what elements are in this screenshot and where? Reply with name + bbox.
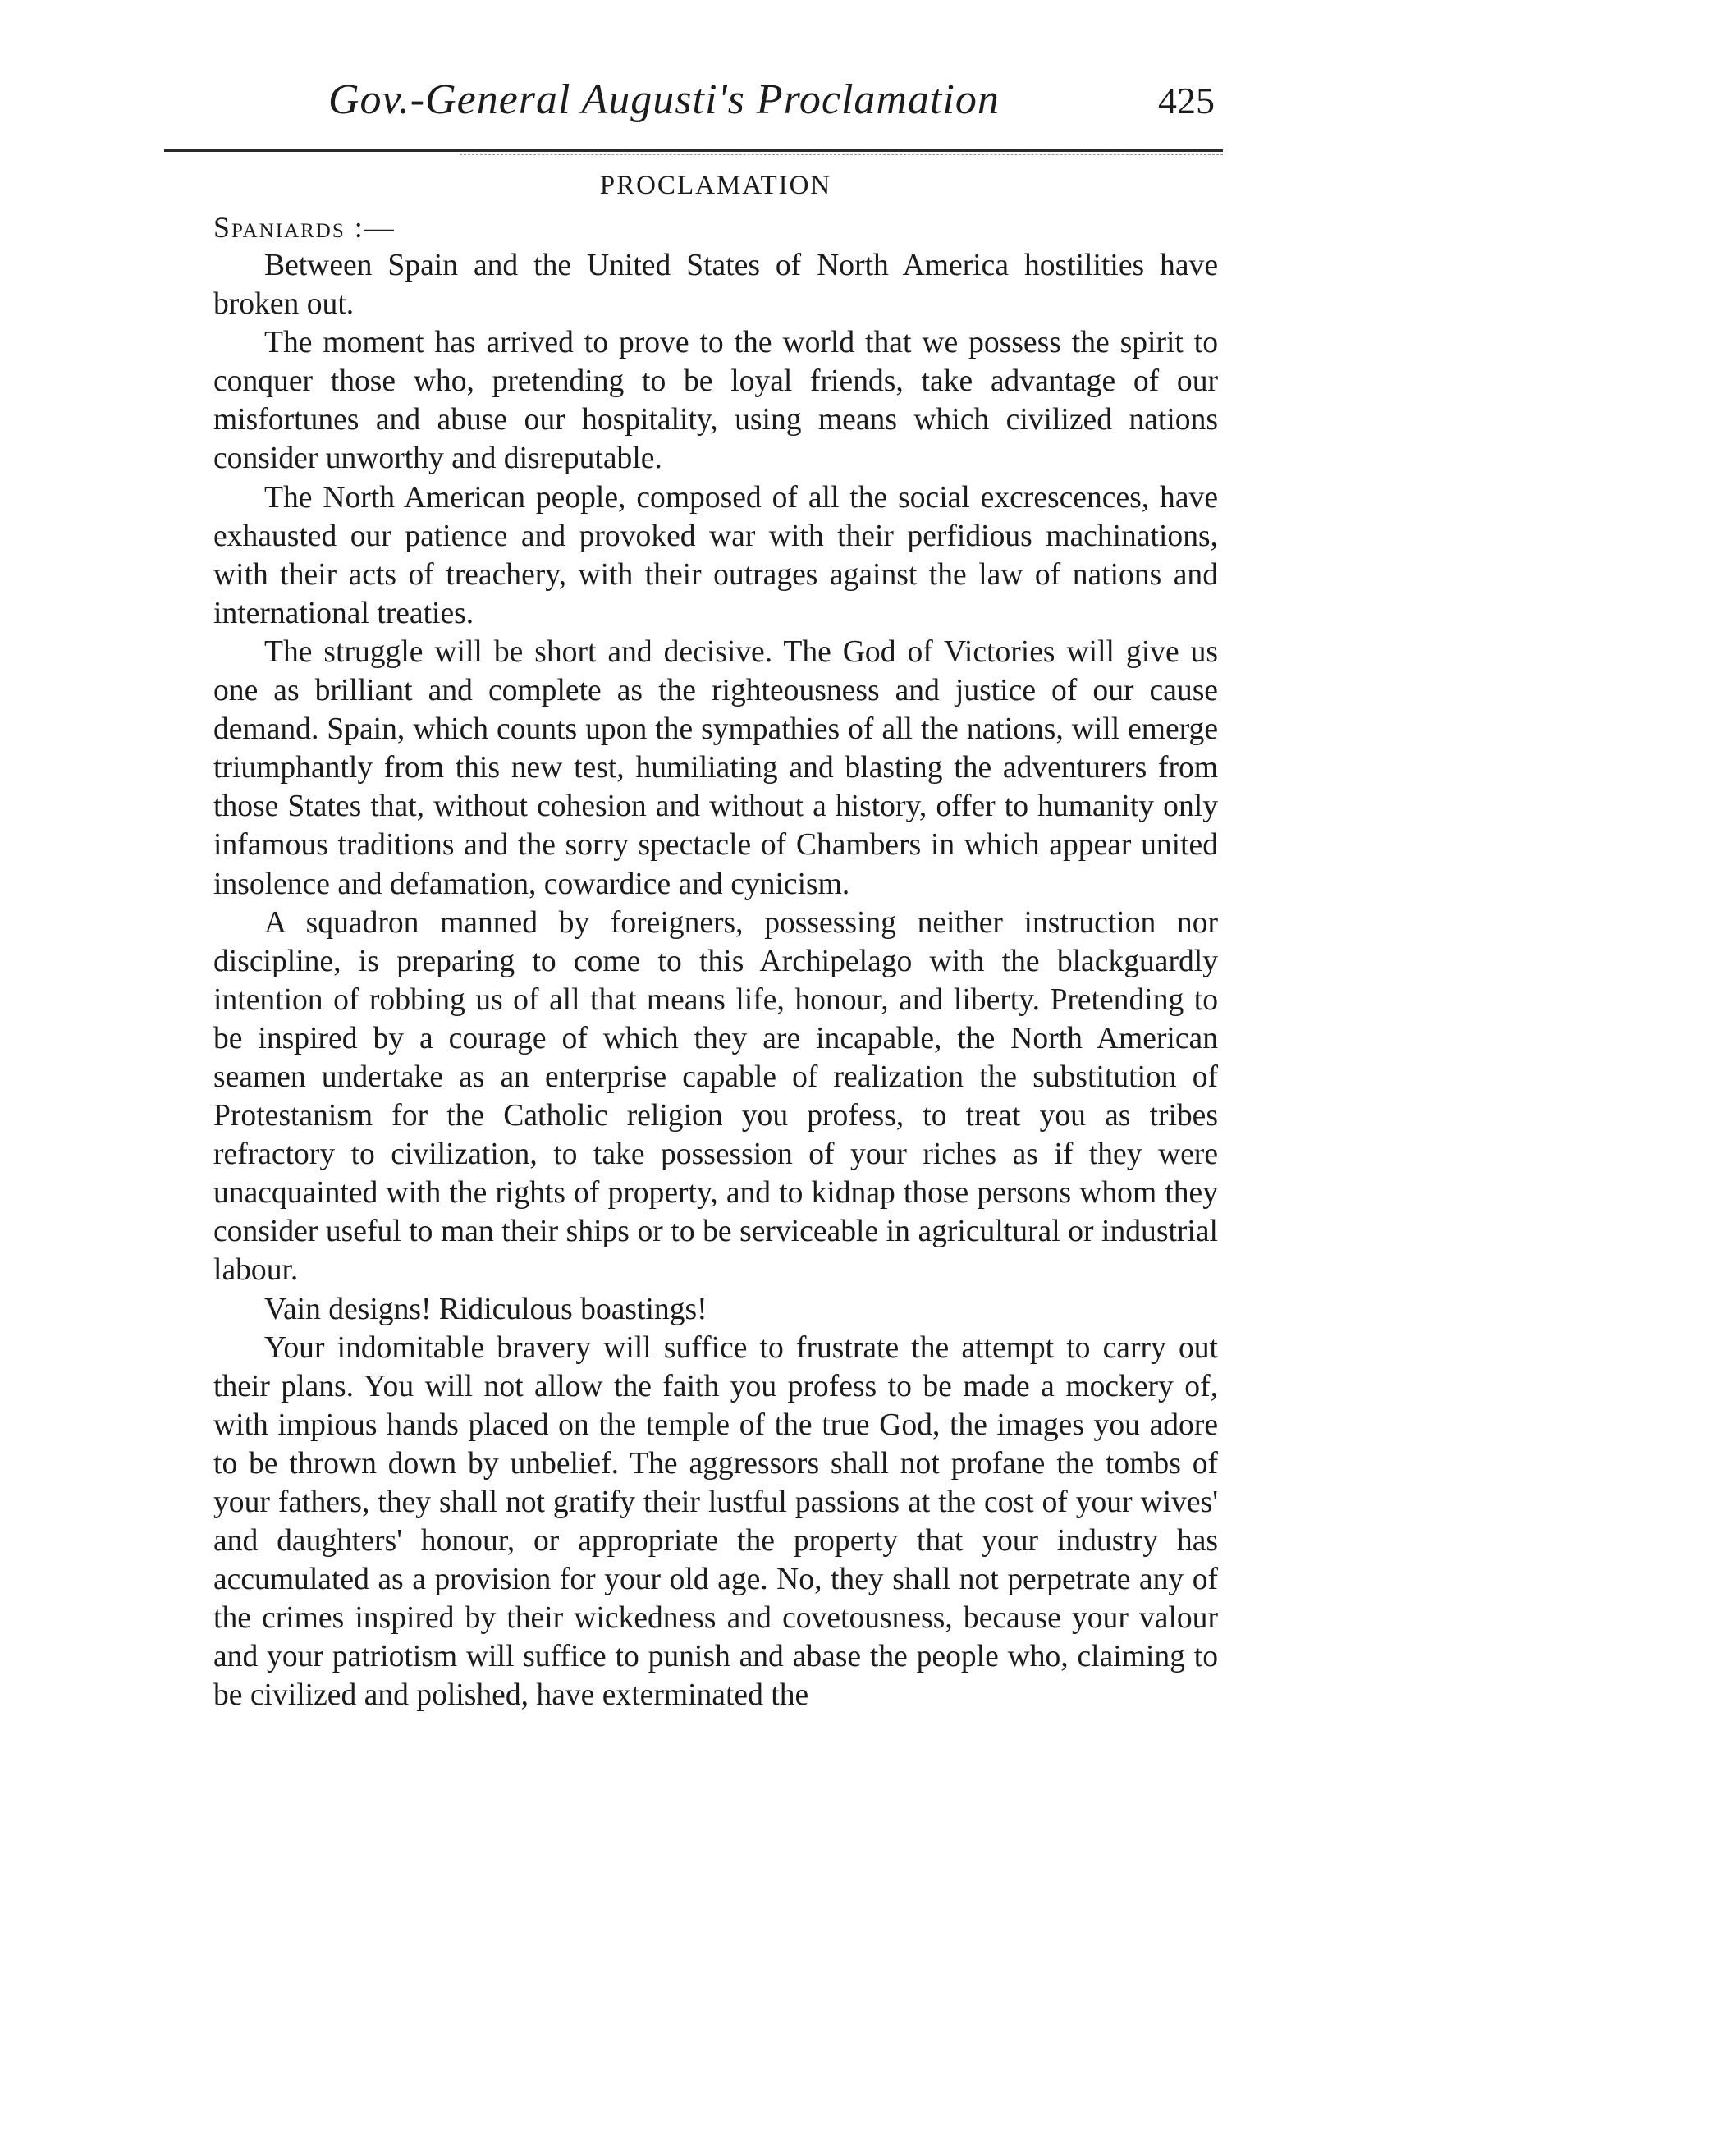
paragraph: The North American people, composed of all the social excrescences, have exhausted our patience and provoked war with their perfidious machinations, with their acts of treachery, with their outrages against the law of nations and international treaties. [213, 480, 1218, 630]
paragraph: Your indomitable bravery will suffice to frustrate the attempt to carry out their plans. You will not allow the faith you profess to be made a mockery of, with impious hands placed on the temple of the true God, the images you adore to be thrown down by unbelief. The aggressors shall not profane the tombs of your fathers, they shall not gratify their lustful passions at the cost of your wives' and daughters' honour, or appropriate the property that your industry has accumulated as a provision for your old age. No, they shall not perpetrate any of the crimes inspired by their wickedness and covetousness, because your valour and your patriotism will suffice to punish and abase the people who, claiming to be civilized and polished, have exterminated the [213, 1330, 1218, 1713]
running-head [213, 76, 1215, 141]
header-rule [164, 149, 1223, 152]
paragraph: Vain designs! Ridiculous boastings! [264, 1292, 707, 1326]
salutation: Spaniards :— [213, 211, 396, 244]
section-heading: PROCLAMATION [599, 171, 832, 200]
paragraph: Between Spain and the United States of North America hostilities have broken out. [213, 249, 1218, 322]
running-title: Gov.-General Augusti's Proclamation [328, 76, 1000, 123]
paragraph: The struggle will be short and decisive. The God of Victories will give us one as brilliant and complete as the righteousness and justice of our cause demand. Spain, which counts upon the sympathies of all the nations, will emerge triumphantly from this new test, humiliating and blasting the adventurers from those States that, without cohesion and without a history, offer to humanity only infamous traditions and the sorry spectacle of Chambers in which appear united insolence and defamation, cowardice and cynicism. [213, 634, 1218, 901]
paragraph: The moment has arrived to prove to the world that we possess the spirit to conquer those who, pretending to be loyal friends, take advantage of our misfortunes and abuse our hospitality, using means which civilized nations consider unworthy and disreputable. [213, 326, 1218, 476]
header-rule-shadow [460, 154, 1223, 155]
proclamation-body [213, 246, 1218, 1715]
page-number: 425 [1158, 80, 1215, 121]
paragraph: A squadron manned by foreigners, possessing neither instruction nor discipline, is preparing to come to this Archipelago with the blackguardly intention of robbing us of all that means life, honour, and liberty. Pretending to be inspired by a courage of which they are incapable, the North American seamen undertake as an enterprise capable of realization the substitution of Protestanism for the Catholic religion you profess, to treat you as tribes refractory to civilization, to take possession of your riches as if they were unacquainted with the rights of property, and to kidnap those persons whom they consider useful to man their ships or to be serviceable in agricultural or industrial labour. [213, 905, 1218, 1288]
